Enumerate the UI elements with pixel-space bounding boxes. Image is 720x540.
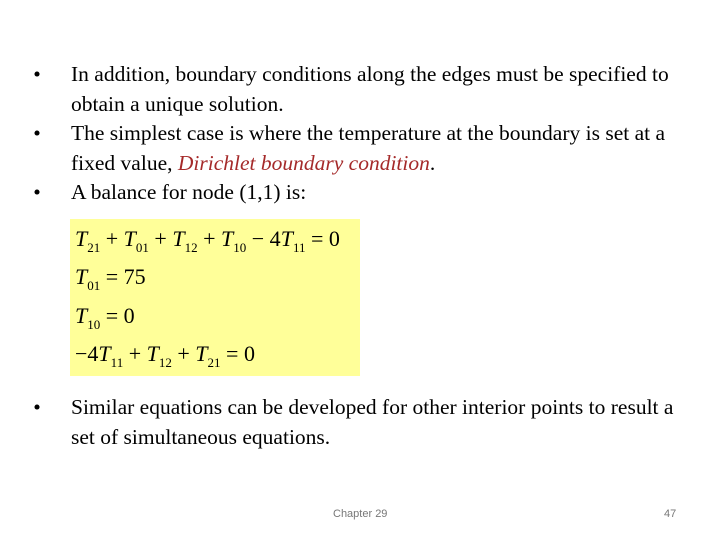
equation-t01: $T_{01} = 75$ — [75, 264, 146, 293]
bullet-text: The simplest case is where the temperature at the boundary is set at a fixed value, — [71, 121, 666, 175]
closing-bullet-list — [27, 393, 687, 452]
footer-chapter: Chapter 29 — [333, 508, 388, 520]
bullet-symbol: • — [33, 180, 41, 204]
equation-box — [70, 219, 360, 376]
equation-node-11-balance: $T_{21} + T_{01} + T_{12} + T_{10} - 4T_{11} = 0$ — [75, 226, 340, 255]
bullet-item — [27, 119, 677, 178]
bullet-list — [27, 60, 677, 208]
footer-page-number: 47 — [664, 508, 677, 520]
equation-simplified: $-4T_{11} + T_{12} + T_{21} = 0$ — [75, 341, 255, 370]
bullet-item — [27, 178, 677, 208]
bullet-text-end: . — [429, 150, 436, 175]
dirichlet-term: Dirichlet boundary condition — [177, 150, 430, 175]
bullet-item — [27, 60, 677, 119]
bullet-text: In addition, boundary conditions along the edges must be specified to obtain a unique solution. — [71, 62, 669, 116]
bullet-symbol: • — [33, 62, 41, 86]
bullet-symbol: • — [33, 121, 41, 145]
bullet-item — [27, 393, 687, 452]
bullet-text: Similar equations can be developed for other interior points to result a set of simultaneous equations. — [71, 395, 674, 449]
equation-t10: $T_{10} = 0$ — [75, 303, 135, 332]
bullet-text: A balance for node (1,1) is: — [71, 180, 307, 204]
bullet-symbol: • — [33, 395, 41, 419]
